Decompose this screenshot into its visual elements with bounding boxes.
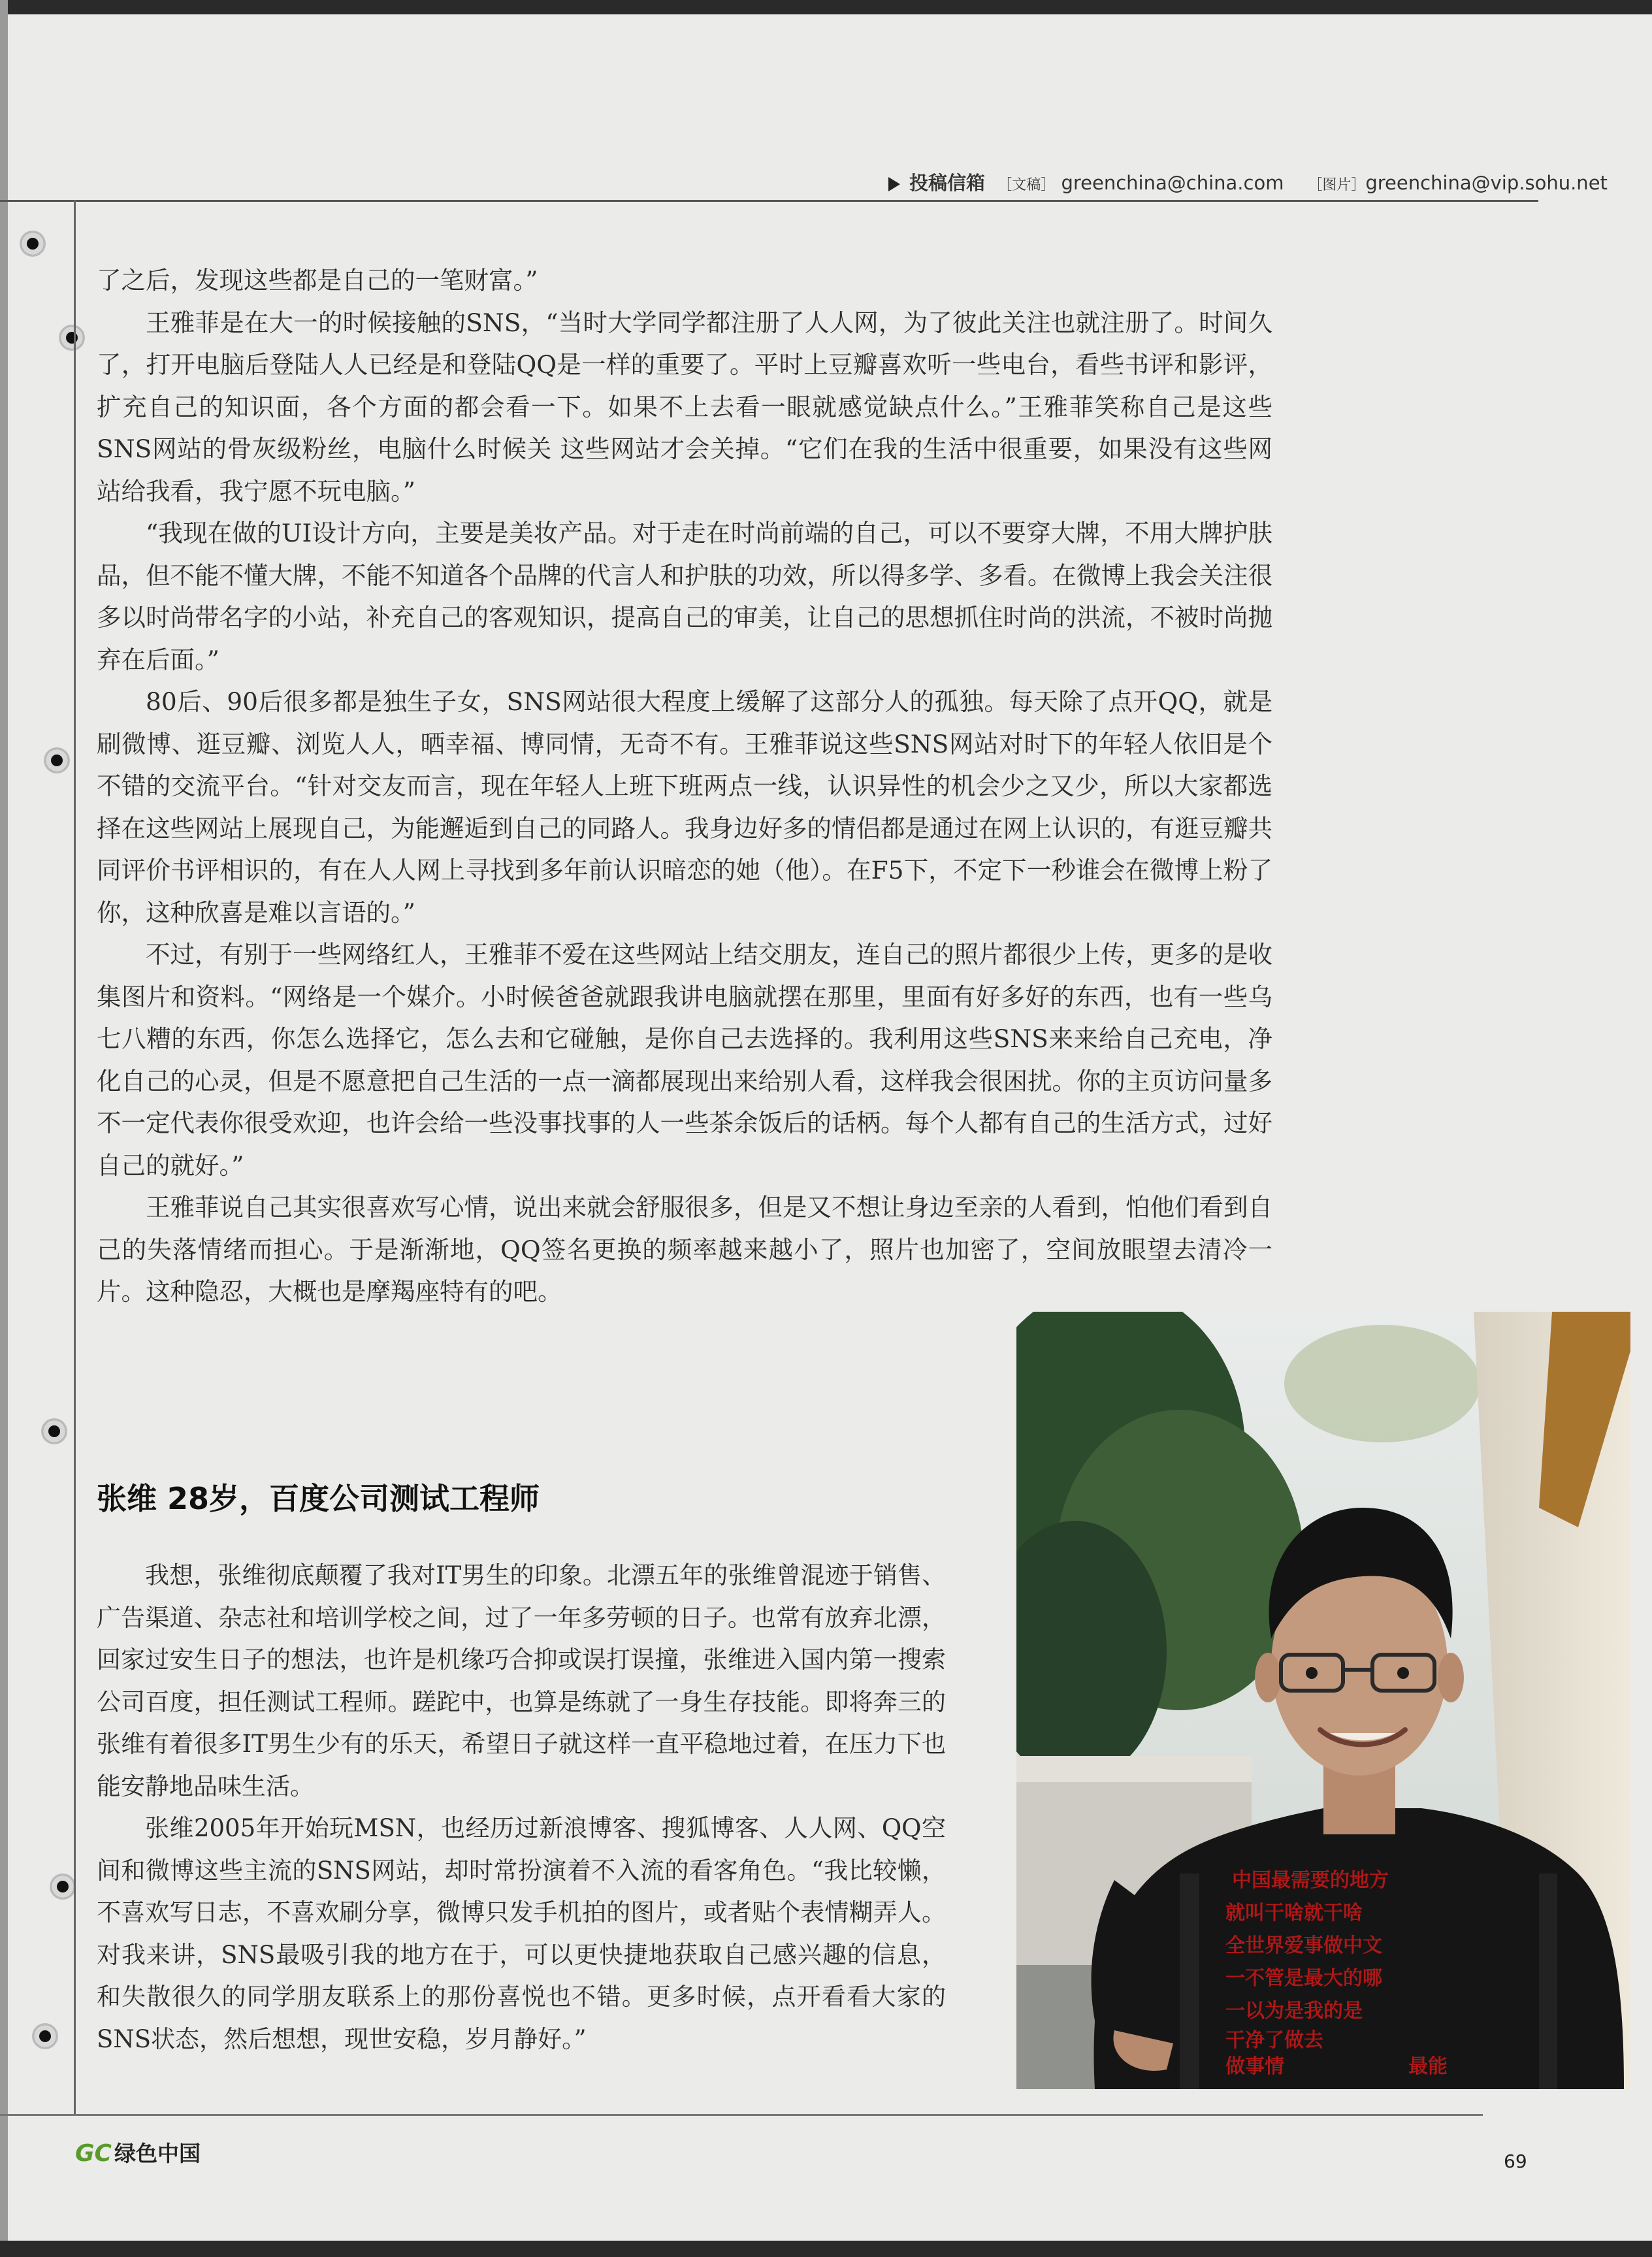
- shirt-print-line: 最能: [1408, 2055, 1448, 2078]
- text-email: greenchina@china.com: [1061, 172, 1284, 194]
- photo-tag: ［图片］: [1308, 177, 1366, 193]
- section-title: 张维 28岁，百度公司测试工程师: [97, 1481, 540, 1516]
- paragraph: 了之后，发现这些都是自己的一笔财富。”: [97, 266, 538, 295]
- binder-hole: [61, 327, 83, 349]
- paragraph: 80后、90后很多都是独生子女，SNS网站很大程度上缓解了这部分人的孤独。每天除了点开QQ，就是刷微博、逛豆瓣、浏览人人，晒幸福、博同情，无奇不有。王雅菲说这些SNS网站对时下的年轻人依旧是个不错的交流平台。“针对交友而言，现在年轻人上班下班两点一线，认识异性的机会少之又少，所以大家都选择在这些网站上展现自己，为能邂逅到自己的同路人。我身边好多的情侣都是通过在网上认识的，有逛豆瓣共同评价书评相识的，有在人人网上寻找到多年前认识暗恋的她（他）。在F5下，不定下一秒谁会在微博上粉了你，这种欣喜是难以言语的。”: [97, 687, 1272, 927]
- submission-header: [888, 169, 1608, 195]
- shirt-print-line: 就叫干啥就干啥: [1225, 1902, 1363, 1924]
- arrow-icon: [888, 177, 900, 191]
- paragraph: “我现在做的UI设计方向，主要是美妆产品。对于走在时尚前端的自己，可以不要穿大牌，不用大牌护肤品，但不能不懂大牌，不能不知道各个品牌的代言人和护肤的功效，所以得多学、多看。在微博上我会关注很多以时尚带名字的小站，补充自己的客观知识，提高自己的审美，让自己的思想抓住时尚的洪流，不被时尚抛弃在后面。”: [97, 519, 1272, 674]
- top-rule: [0, 200, 1538, 202]
- page-number: 69: [1504, 2151, 1527, 2172]
- shirt-print-line: 做事情: [1225, 2055, 1284, 2078]
- portrait-illustration: [1016, 1312, 1630, 2089]
- binder-hole: [34, 2025, 56, 2047]
- shirt-print-line: 一以为是我的是: [1225, 2000, 1363, 2022]
- paragraph: 我想，张维彻底颠覆了我对IT男生的印象。北漂五年的张维曾混迹于销售、广告渠道、杂志社和培训学校之间，过了一年多劳顿的日子。也常有放弃北漂，回家过安生日子的想法，也许是机缘巧合抑或误打误撞，张维进入国内第一搜索公司百度，担任测试工程师。蹉跎中，也算是练就了一身生存技能。即将奔三的张维有着很多IT男生少有的乐天，希望日子就这样一直平稳地过着，在压力下也能安静地品味生活。: [97, 1561, 946, 1800]
- logo-text: 绿色中国: [114, 2141, 201, 2166]
- shirt-print-line: 全世界爱事做中文: [1225, 1934, 1382, 1957]
- shirt-print-line: 中国最需要的地方: [1232, 1869, 1389, 1892]
- shirt-print-line: 一不管是最大的哪: [1225, 1967, 1382, 1990]
- photo-email: greenchina@vip.sohu.net: [1365, 172, 1608, 194]
- portrait-photo: [1016, 1312, 1630, 2089]
- binder-hole: [46, 749, 68, 771]
- page-edge-left: [0, 0, 8, 2257]
- left-rule: [74, 200, 76, 2114]
- page-edge-top: [0, 0, 1652, 14]
- page-edge-bottom: [0, 2241, 1652, 2257]
- submission-label: 投稿信箱: [909, 172, 986, 194]
- paragraph: 王雅菲说自己其实很喜欢写心情，说出来就会舒服很多，但是又不想让身边至亲的人看到，怕他们看到自己的失落情绪而担心。于是渐渐地，QQ签名更换的频率越来越小了，照片也加密了，空间放眼望去清冷一片。这种隐忍，大概也是摩羯座特有的吧。: [97, 1193, 1272, 1306]
- bottom-rule: [0, 2114, 1483, 2116]
- paragraph: 张维2005年开始玩MSN，也经历过新浪博客、搜狐博客、人人网、QQ空间和微博这些主流的SNS网站，却时常扮演着不入流的看客角色。“我比较懒，不喜欢写日志，不喜欢刷分享，微博只发手机拍的图片，或者贴个表情糊弄人。对我来讲，SNS最吸引我的地方在于，可以更快捷地获取自己感兴趣的信息，和失散很久的同学朋友联系上的那份喜悦也不错。更多时候，点开看看大家的SNS状态，然后想想，现世安稳，岁月静好。”: [97, 1814, 946, 2053]
- paragraph: 王雅菲是在大一的时候接触的SNS，“当时大学同学都注册了人人网，为了彼此关注也就注册了。时间久了，打开电脑后登陆人人已经是和登陆QQ是一样的重要了。平时上豆瓣喜欢听一些电台，看些书评和影评，扩充自己的知识面，各个方面的都会看一下。如果不上去看一眼就感觉缺点什么。”王雅菲笑称自己是这些SNS网站的骨灰级粉丝，电脑什么时候关 这些网站才会关掉。“它们在我的生活中很重要，如果没有这些网站给我看，我宁愿不玩电脑。”: [97, 308, 1272, 506]
- binder-hole: [43, 1420, 65, 1442]
- magazine-logo: [75, 2137, 201, 2168]
- binder-hole: [52, 1875, 74, 1898]
- lower-article: [97, 1555, 946, 2060]
- binder-hole: [22, 233, 44, 255]
- upper-article: [97, 259, 1272, 1313]
- shirt-print-line: 干净了做去: [1225, 2029, 1323, 2052]
- paragraph: 不过，有别于一些网络红人，王雅菲不爱在这些网站上结交朋友，连自己的照片都很少上传，更多的是收集图片和资料。“网络是一个媒介。小时候爸爸就跟我讲电脑就摆在那里，里面有好多好的东西，也有一些乌七八糟的东西，你怎么选择它，怎么去和它碰触，是你自己去选择的。我利用这些SNS来来给自己充电，净化自己的心灵，但是不愿意把自己生活的一点一滴都展现出来给别人看，这样我会很困扰。你的主页访问量多不一定代表你很受欢迎，也许会给一些没事找事的人一些茶余饭后的话柄。每个人都有自己的生活方式，过好自己的就好。”: [97, 940, 1272, 1180]
- logo-mark: GC: [75, 2140, 112, 2167]
- text-tag: ［文稿］: [997, 177, 1056, 193]
